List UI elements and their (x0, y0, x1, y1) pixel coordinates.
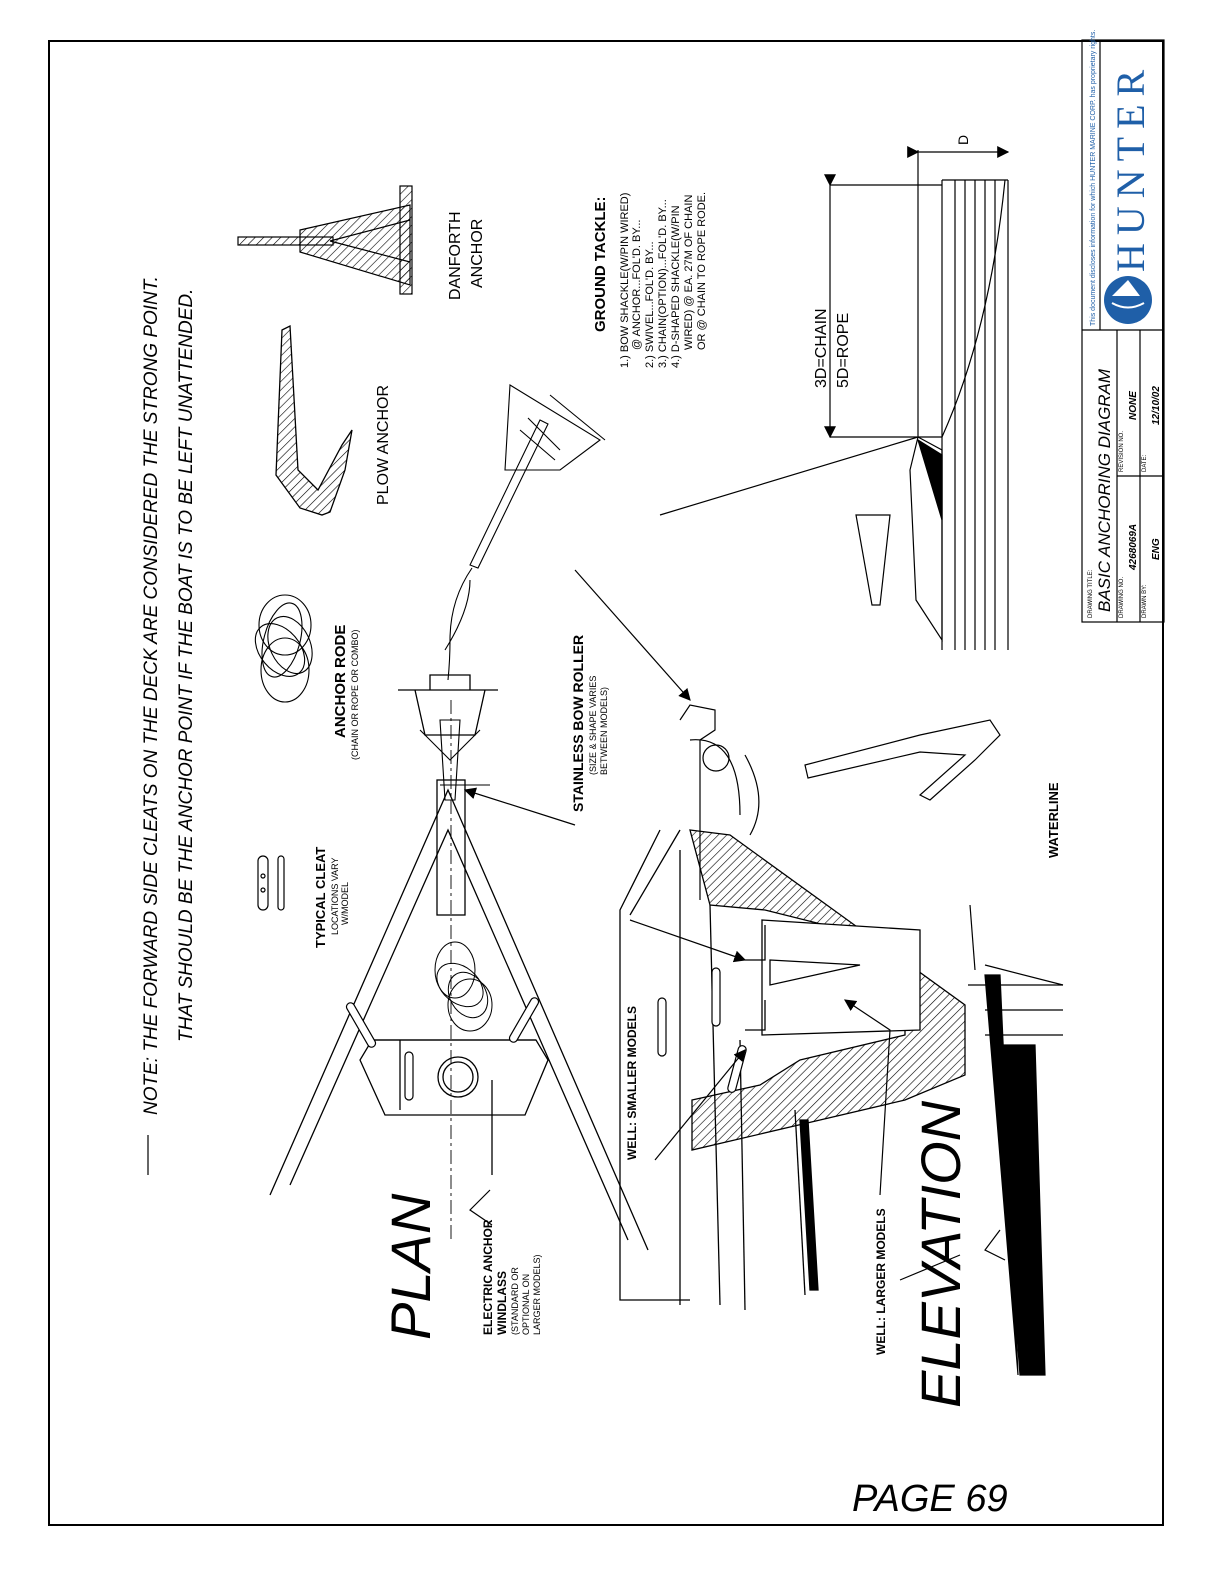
elevation-cleats (658, 968, 747, 1093)
ground-tackle-line-4: 3.) CHAIN(OPTION)...FOL'D. BY... (657, 199, 669, 368)
windlass-line-4: OPTIONAL ON (521, 1273, 531, 1335)
typical-cleat-icons (258, 856, 284, 910)
danforth-label-2: ANCHOR (469, 218, 486, 288)
ground-tackle-line-3: 2.) SWIVEL...FOL'D. BY... (644, 241, 656, 368)
note-line-1: NOTE: THE FORWARD SIDE CLEATS ON THE DECK ARE CONSIDERED THE STRONG POINT. (141, 276, 162, 1115)
plow-anchor-label: PLOW ANCHOR (375, 384, 392, 505)
roller-sub-2: BETWEEN MODELS) (599, 686, 609, 775)
ground-tackle-line-5: 4.) D-SHAPED SHACKLE(W/PIN (670, 205, 682, 368)
waterline-label: WATERLINE (1046, 782, 1061, 858)
hunter-brand: HUNTER (1108, 61, 1153, 272)
plow-anchor-shape (276, 326, 352, 515)
ground-tackle-line-7: OR @ CHAIN TO ROPE RODE. (696, 191, 708, 350)
scope-chain-label: 3D=CHAIN (813, 308, 830, 388)
page-number: PAGE 69 (852, 1478, 1008, 1520)
drawing-title-label: DRAWING TITLE: (1088, 569, 1094, 618)
rode-sub: (CHAIN OR ROPE OR COMBO) (350, 629, 360, 760)
scope-diagram (660, 150, 1008, 650)
plan-title: PLAN (379, 1193, 442, 1340)
ground-tackle-title: GROUND TACKLE: (592, 196, 609, 332)
drawn-by-value: ENG (1151, 538, 1162, 560)
well-smaller-label: WELL: SMALLER MODELS (625, 1006, 639, 1160)
windlass-line-3: (STANDARD OR (510, 1267, 520, 1335)
revision-value: NONE (1128, 391, 1139, 420)
roller-title: STAINLESS BOW ROLLER (570, 634, 586, 812)
date-label: DATE: (1142, 454, 1148, 472)
cleat-title: TYPICAL CLEAT (313, 846, 328, 948)
plan-rode-coil (429, 942, 496, 1031)
danforth-label-1: DANFORTH (447, 211, 464, 300)
plan-cleats (345, 996, 540, 1100)
drawing-title: BASIC ANCHORING DIAGRAM (1095, 368, 1114, 612)
scope-rope-label: 5D=ROPE (835, 312, 852, 388)
anchor-rode-coil (245, 595, 320, 702)
date-value: 12/10/02 (1151, 386, 1162, 425)
well-larger-label: WELL: LARGER MODELS (874, 1208, 888, 1355)
roller-leader-plan (465, 790, 575, 825)
ground-tackle-line-2: @ ANCHOR...FOL'D. BY... (631, 219, 643, 350)
windlass-line-1: ELECTRIC ANCHOR (481, 1219, 495, 1335)
rode-title: ANCHOR RODE (332, 624, 349, 738)
hunter-logo-icon (1104, 276, 1152, 324)
cleat-sub-2: W/MODEL (340, 881, 350, 925)
elevation-title: ELEVATION (909, 1100, 972, 1408)
ground-tackle-line-1: 1.) BOW SHACKLE(W/PIN WIRED) (619, 192, 631, 368)
scope-depth-label: D (955, 134, 971, 145)
elevation-plow-anchor (805, 720, 1000, 800)
roller-sub-1: (SIZE & SHAPE VARIES (588, 675, 598, 775)
windlass-line-5: LARGER MODELS) (532, 1254, 542, 1335)
windlass-line-2: WINDLASS (495, 1271, 509, 1335)
drawing-no: 4268069A (1128, 523, 1139, 570)
waterline-region (968, 905, 1063, 1375)
danforth-anchor-shape (238, 186, 412, 294)
proprietary-notice: This document discloses information for which HUNTER MARINE CORP. has proprietary rights. (1090, 29, 1097, 326)
ground-tackle-line-6: WIRED) @ EA. 27M OF CHAIN (683, 194, 695, 350)
drawn-by-label: DRAWN BY: (1142, 584, 1148, 618)
cleat-sub-1: LOCATIONS VARY (330, 857, 340, 935)
revision-label: REVISION NO. (1119, 430, 1125, 472)
drawing-no-label: DRAWING NO. (1119, 576, 1125, 618)
note-line-2: THAT SHOULD BE THE ANCHOR POINT IF THE BOAT IS TO BE LEFT UNATTENDED. (176, 288, 197, 1042)
